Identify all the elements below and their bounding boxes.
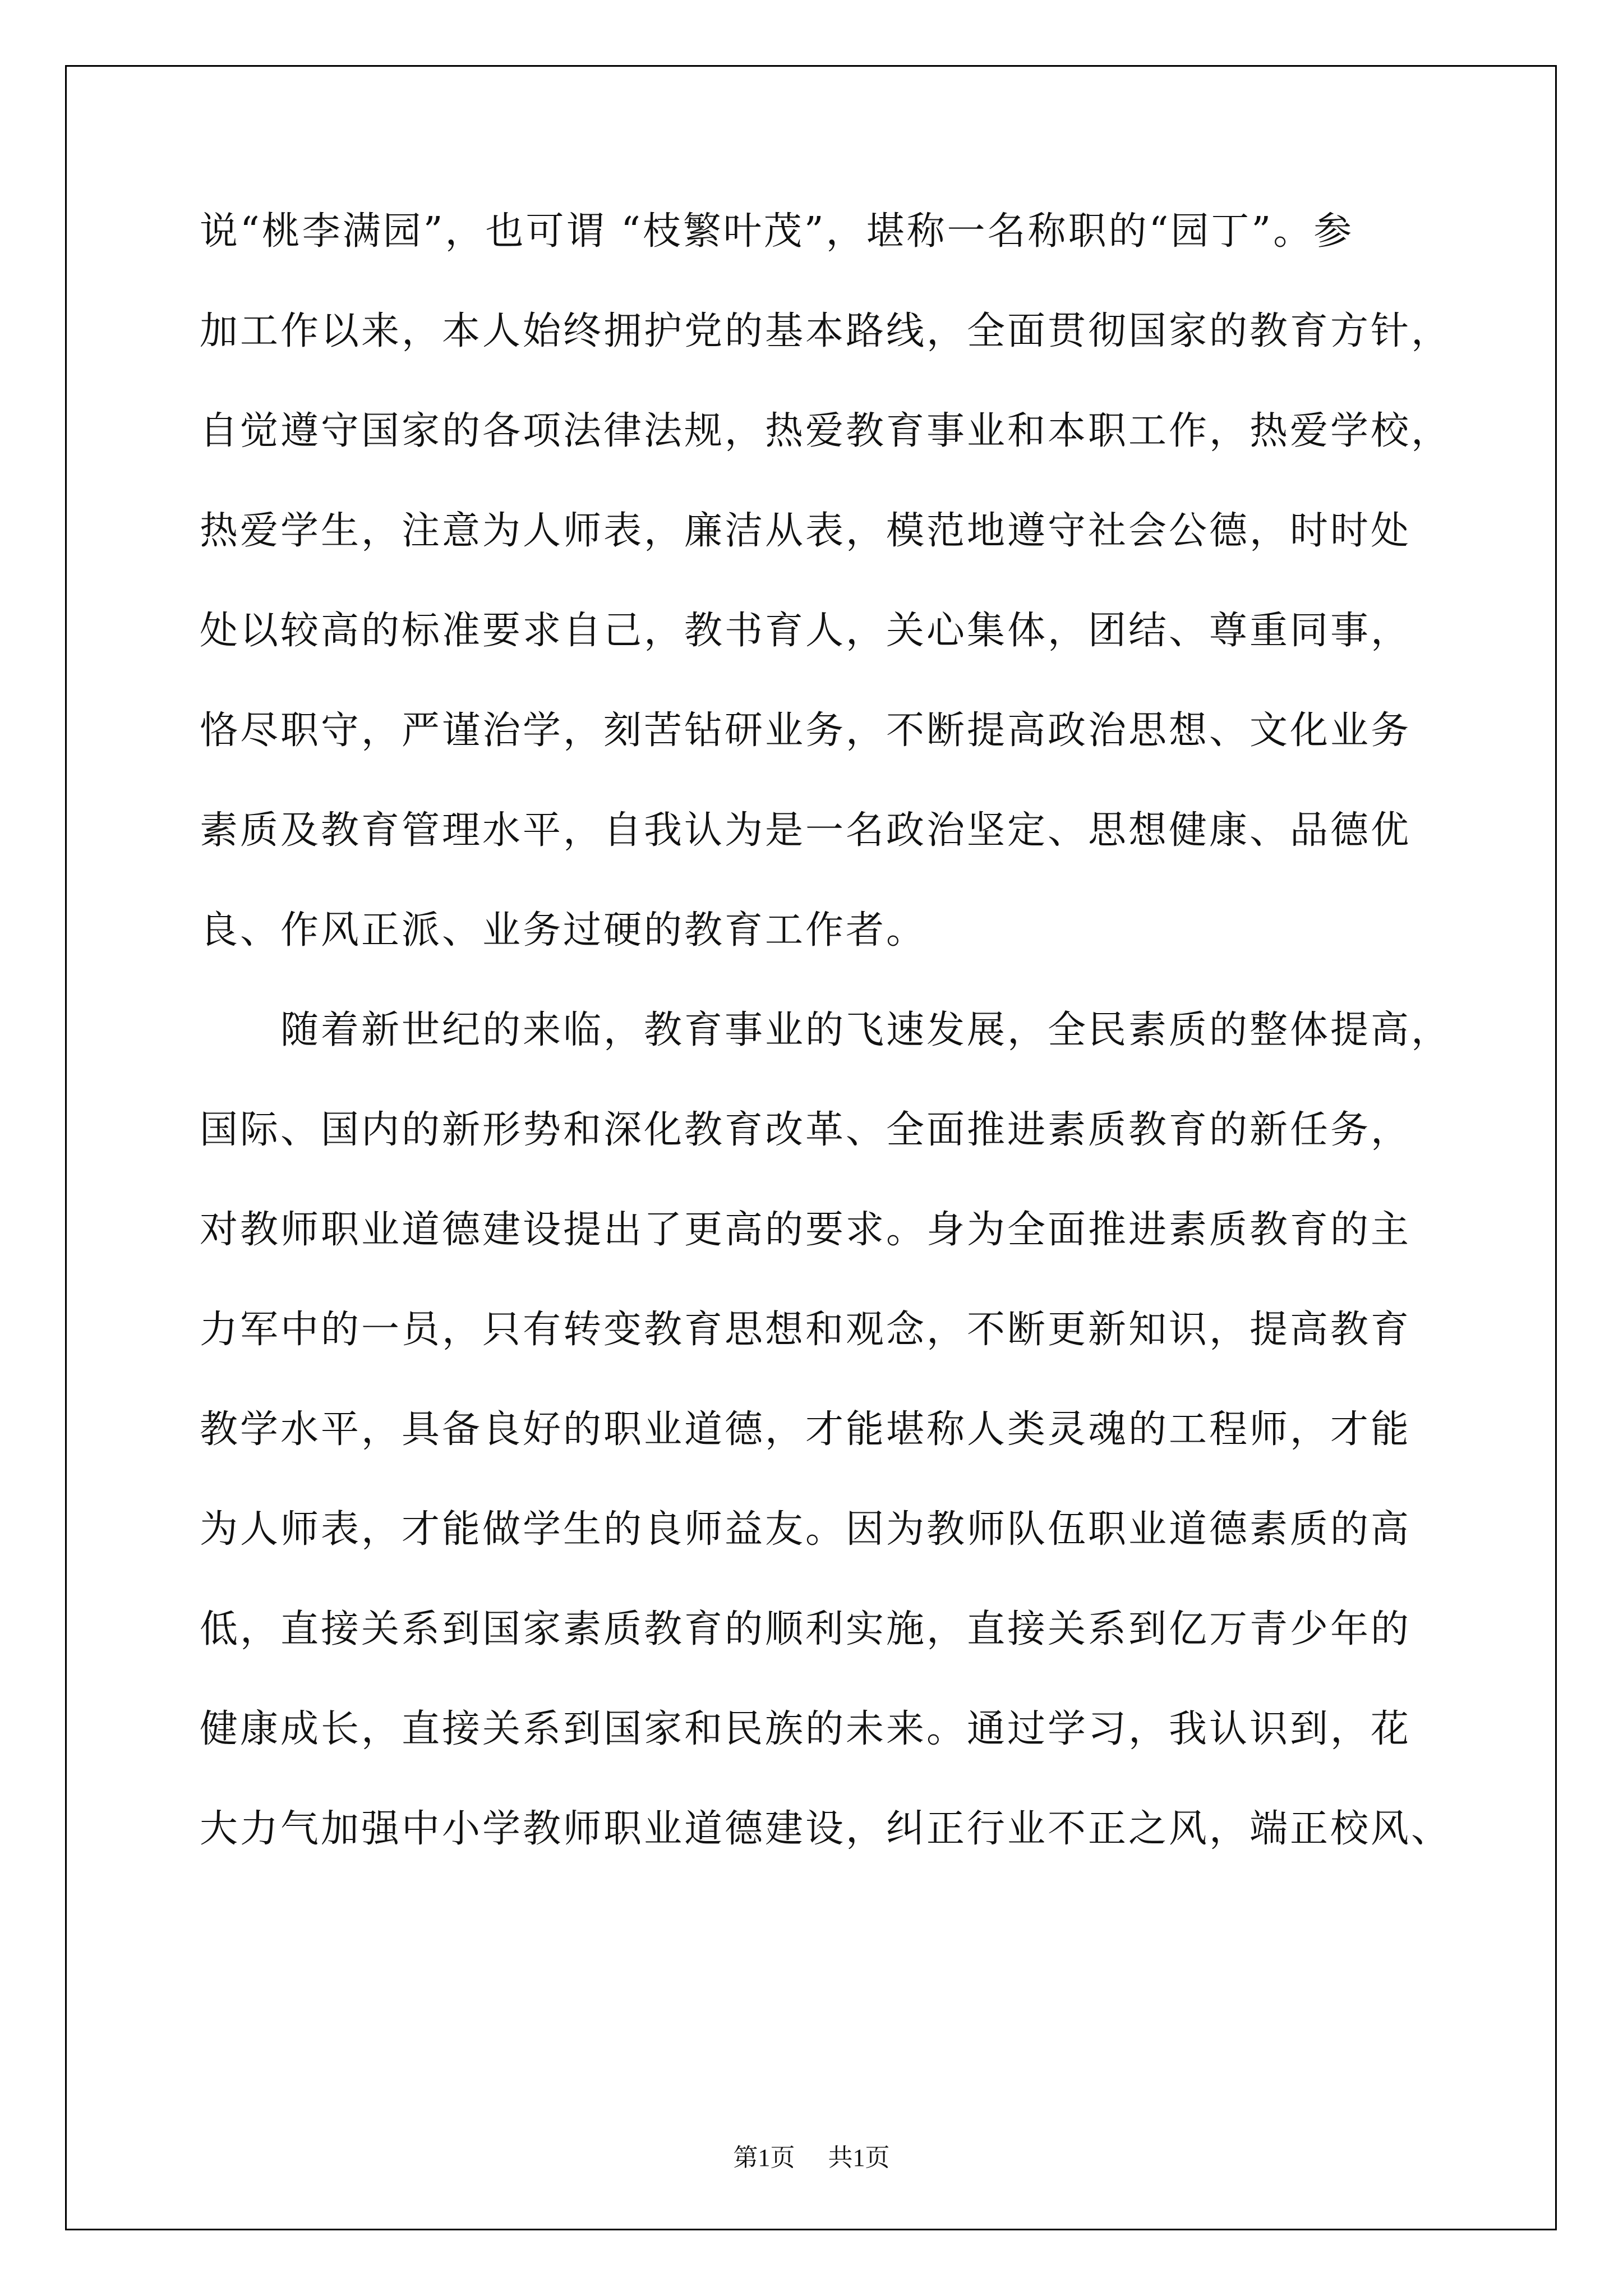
text-line: 热爱学生，注意为人师表，廉洁从表，模范地遵守社会公德，时时处	[200, 509, 1412, 553]
text-line: 健康成长，直接关系到国家和民族的未来。通过学习，我认识到，花	[200, 1707, 1412, 1751]
text-line: 恪尽职守，严谨治学，刻苦钻研业务，不断提高政治思想、文化业务	[200, 708, 1412, 753]
text-line: 自觉遵守国家的各项法律法规，热爱教育事业和本职工作，热爱学校，	[200, 409, 1452, 453]
page-number: 第1页	[733, 2144, 795, 2171]
text-line: 说“桃李满园”，也可谓 “枝繁叶茂”，堪称一名称职的“园丁”。参	[200, 209, 1354, 254]
text-line: 为人师表，才能做学生的良师益友。因为教师队伍职业道德素质的高	[200, 1507, 1412, 1552]
page-total: 共1页	[828, 2144, 890, 2171]
text-line: 处以较高的标准要求自己，教书育人，关心集体，团结、尊重同事，	[200, 609, 1412, 653]
text-line: 国际、国内的新形势和深化教育改革、全面推进素质教育的新任务，	[200, 1108, 1412, 1152]
text-line: 低，直接关系到国家素质教育的顺利实施，直接关系到亿万青少年的	[200, 1607, 1412, 1651]
text-line: 加工作以来，本人始终拥护党的基本路线，全面贯彻国家的教育方针，	[200, 309, 1452, 353]
text-line: 力军中的一员，只有转变教育思想和观念，不断更新知识，提高教育	[200, 1308, 1412, 1352]
document-body	[200, 209, 1452, 1906]
text-line: 教学水平，具备良好的职业道德，才能堪称人类灵魂的工程师，才能	[200, 1407, 1412, 1452]
text-line-indented: 随着新世纪的来临，教育事业的飞速发展，全民素质的整体提高，	[280, 1008, 1452, 1052]
text-line: 大力气加强中小学教师职业道德建设，纠正行业不正之风，端正校风、	[200, 1807, 1452, 1851]
text-line: 对教师职业道德建设提出了更高的要求。身为全面推进素质教育的主	[200, 1208, 1412, 1252]
text-line: 良、作风正派、业务过硬的教育工作者。	[200, 908, 927, 953]
text-line: 素质及教育管理水平，自我认为是一名政治坚定、思想健康、品德优	[200, 808, 1412, 853]
page-footer	[0, 2137, 1623, 2173]
